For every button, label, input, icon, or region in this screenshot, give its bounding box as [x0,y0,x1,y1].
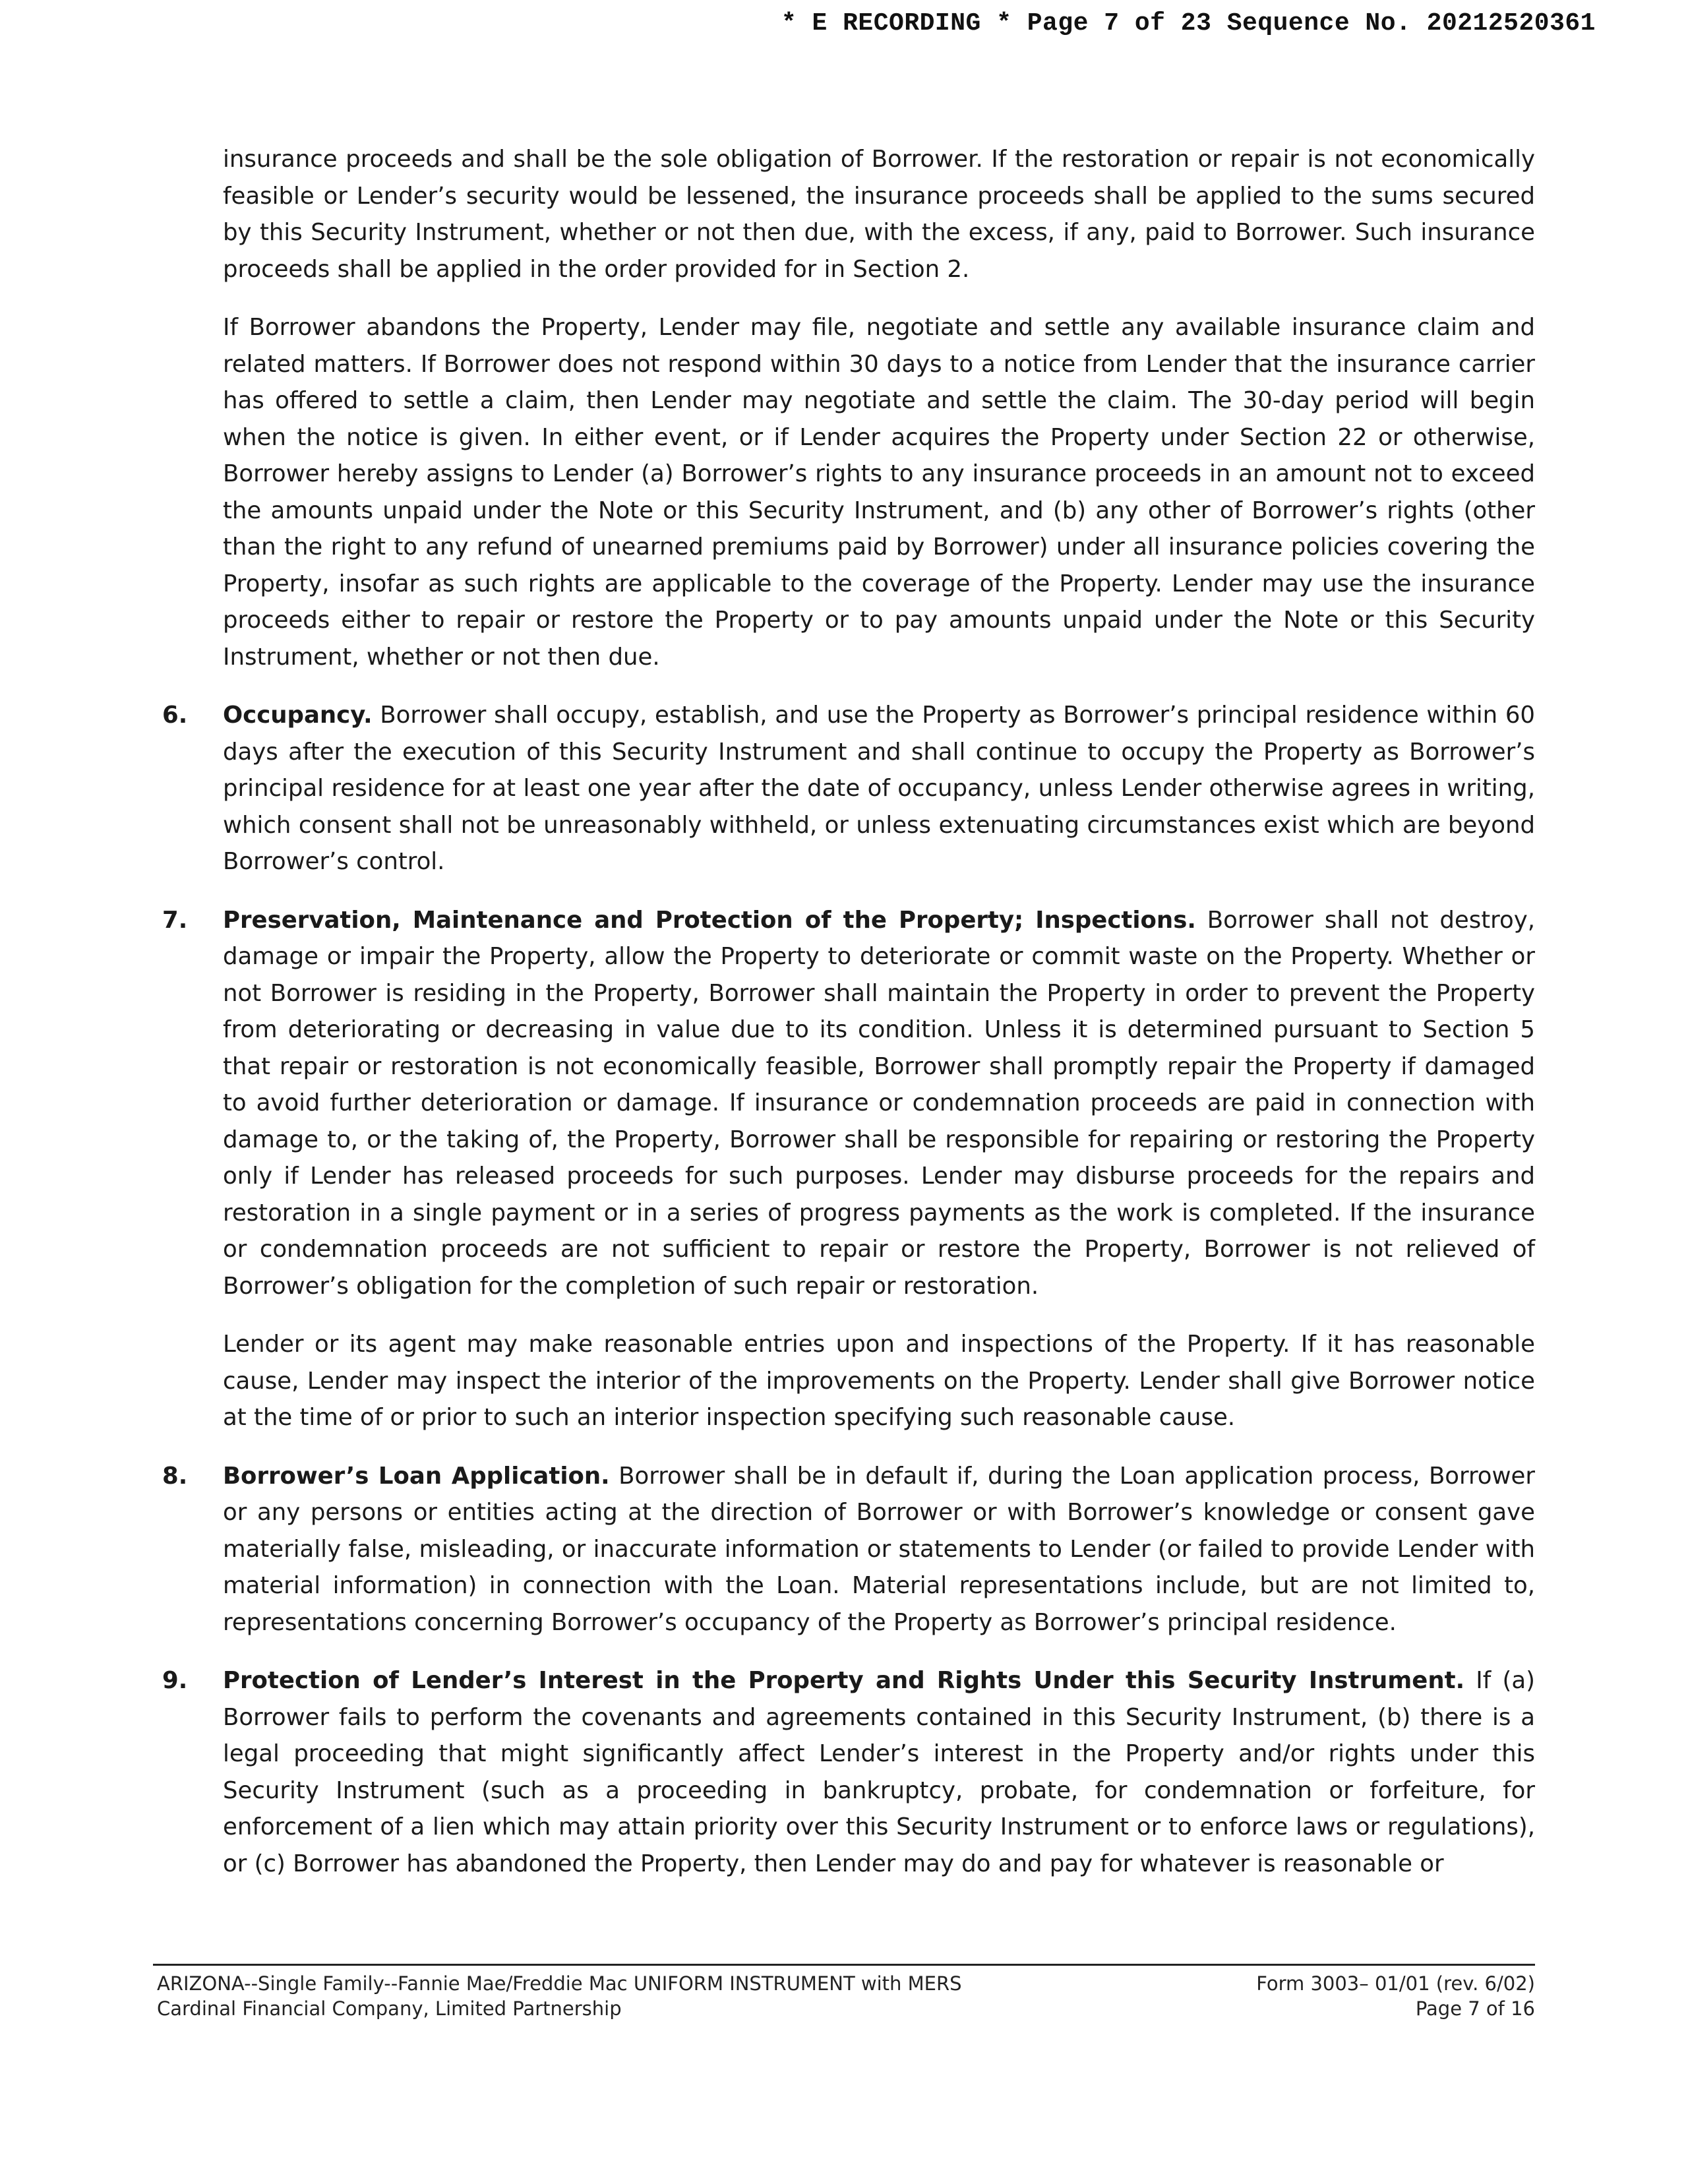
section-8 [162,1458,1535,1641]
section-title: Borrower’s Loan Application. [223,1462,610,1490]
section-continuation: Lender or its agent may make reasonable entries upon and inspections of the Property. If it has reasonable cause, Lender may inspect the interior of the improvements on the Property. Lender shall give Borrower notice at the time of or prior to such an interior inspection specifying such reasonable cause. [223,1331,1535,1431]
footer-left [157,1971,962,2021]
section-text: If (a) Borrower fails to perform the covenants and agreements contained in this Security Instrument, (b) there is a legal proceeding that might significantly affect Lender’s interest in the Property and/or rights under this Security Instrument (such as a proceeding in bankruptcy, probate, for condemnation or forfeiture, for enforcement of a lien which may attain priority over this Security Instrument or to enforce laws or regulations), or (c) Borrower has abandoned the Property, then Lender may do and pay for whatever is reasonable or [223,1667,1535,1877]
section-9 [162,1662,1535,1882]
section-number: 9. [162,1667,188,1694]
abandon-paragraph: If Borrower abandons the Property, Lender may file, negotiate and settle any available insurance claim and related matters. If Borrower does not respond within 30 days to a notice from Lender that the insurance carrier has offered to settle a claim, then Lender may negotiate and settle the claim. The 30-day period will begin when the notice is given. In either event, or if Lender acquires the Property under Section 22 or otherwise, Borrower hereby assigns to Lender (a) Borrower’s rights to any insurance proceeds in an amount not to exceed the amounts unpaid under the Note or this Security Instrument, and (b) any other of Borrower’s rights (other than the right to any refund of unearned premiums paid by Borrower) under all insurance policies covering the Property, insofar as such rights are applicable to the coverage of the Property. Lender may use the insurance proceeds either to repair or restore the Property or to pay amounts unpaid under the Note or this Security Instrument, whether or not then due. [223,314,1535,671]
section-title: Protection of Lender’s Interest in the Property and Rights Under this Security Instrument. [223,1667,1465,1694]
section-number: 7. [162,906,188,934]
section-paragraph [223,902,1535,1305]
footer-lender-name: Cardinal Financial Company, Limited Partnership [157,1997,622,2020]
page-footer [153,1964,1535,2020]
section-6 [162,697,1535,880]
footer-page-number: Page 7 of 16 [1415,1997,1535,2020]
section-number: 8. [162,1462,188,1490]
footer-form-number: Form 3003– 01/01 (rev. 6/02) [1256,1972,1535,1995]
document-body [162,141,1536,1904]
section-7 [162,902,1536,1436]
continuation-paragraph: insurance proceeds and shall be the sole obligation of Borrower. If the restoration or repair is not economically feasible or Lender’s security would be lessened, the insurance proceeds shall be applied to the sums secured by this Security Instrument, whether or not then due, with the excess, if any, paid to Borrower. Such insurance proceeds shall be applied in the order provided for in Section 2. [223,146,1535,283]
section-title: Preservation, Maintenance and Protection of the Property; Inspections. [223,906,1196,934]
section-paragraph [223,697,1535,880]
section-paragraph [223,1662,1535,1882]
footer-form-title: ARIZONA--Single Family--Fannie Mae/Freddie Mac UNIFORM INSTRUMENT with MERS [157,1972,962,1995]
recording-header: * E RECORDING * Page 7 of 23 Sequence No. 20212520361 [781,9,1596,38]
footer-right [1256,1971,1535,2021]
section-text: Borrower shall be in default if, during the Loan application process, Borrower or any persons or entities acting at the direction of Borrower or with Borrower’s knowledge or consent gave materially false, misleading, or inaccurate information or statements to Lender (or failed to provide Lender with material information) in connection with the Loan. Material representations include, but are not limited to, representations concerning Borrower’s occupancy of the Property as Borrower’s principal residence. [223,1462,1535,1636]
section-number: 6. [162,702,188,729]
section-text: Borrower shall occupy, establish, and use the Property as Borrower’s principal residence within 60 days after the execution of this Security Instrument and shall continue to occupy the Property as Borrower’s principal residence for at least one year after the date of occupancy, unless Lender otherwise agrees in writing, which consent shall not be unreasonably withheld, or unless extenuating circumstances exist which are beyond Borrower’s control. [223,702,1535,875]
section-title: Occupancy. [223,702,373,729]
section-text: Borrower shall not destroy, damage or impair the Property, allow the Property to deteriorate or commit waste on the Property. Whether or not Borrower is residing in the Property, Borrower shall maintain the Property in order to prevent the Property from deteriorating or decreasing in value due to its condition. Unless it is determined pursuant to Section 5 that repair or restoration is not economically feasible, Borrower shall promptly repair the Property if damaged to avoid further deterioration or damage. If insurance or condemnation proceeds are paid in connection with damage to, or the taking of, the Property, Borrower shall be responsible for repairing or restoring the Property only if Lender has released proceeds for such purposes. Lender may disburse proceeds for the repairs and restoration in a single payment or in a series of progress payments as the work is completed. If the insurance or condemnation proceeds are not sufficient to repair or restore the Property, Borrower is not relieved of Borrower’s obligation for the completion of such repair or restoration. [223,906,1536,1300]
section-paragraph [223,1458,1535,1641]
